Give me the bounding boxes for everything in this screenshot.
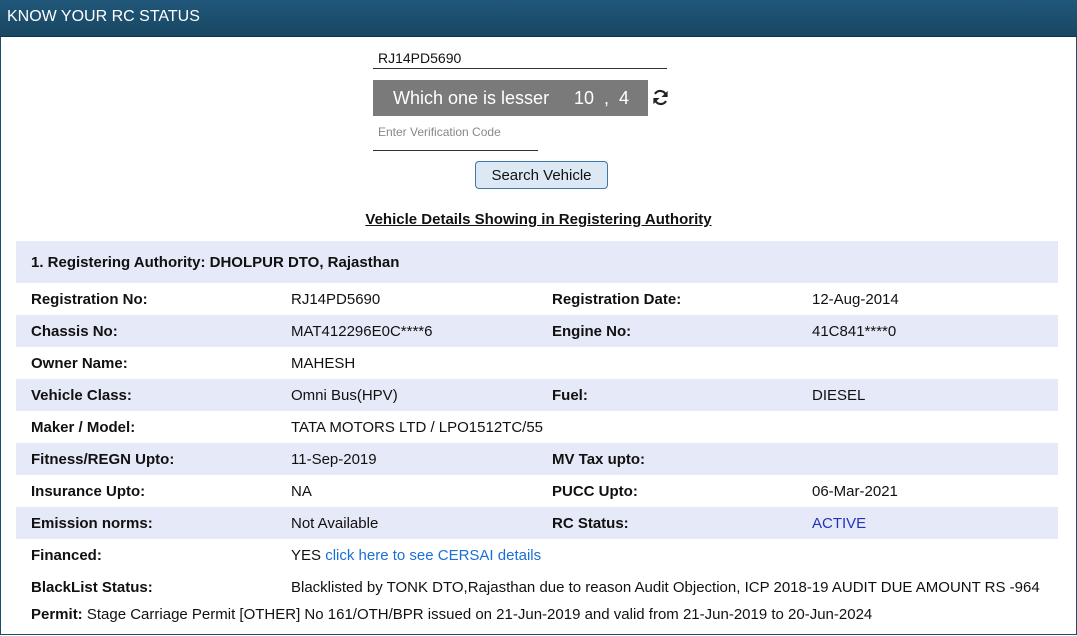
captcha-number-b: 4 [619,88,630,108]
field-label: Registration No: [31,291,148,308]
captcha-number-a: 10 [574,88,595,108]
field-label: PUCC Upto: [552,483,638,500]
blacklist-value: Blacklisted by TONK DTO,Rajasthan due to reason Audit Objection, ICP 2018-19 AUDIT DUE AMOUNT RS -964 [291,579,1040,596]
field-label: Emission norms: [31,515,153,532]
field-label: Maker / Model: [31,419,136,436]
field-value: MAHESH [291,355,356,372]
field-label: MV Tax upto: [552,451,646,468]
field-label: Fuel: [552,387,588,404]
permit-value: Stage Carriage Permit [OTHER] No 161/OTH/BPR issued on 21-Jun-2019 and valid from 21-Jun-2019 to 20-Jun-2024 [86,606,873,623]
field-label: Financed: [31,547,102,564]
field-label: Fitness/REGN Upto: [31,451,175,468]
field-label: Engine No: [552,323,632,340]
financed-row [16,539,1058,571]
field-value: 41C841****0 [812,323,897,340]
cersai-details-link[interactable]: click here to see CERSAI details [325,547,542,564]
detail-row [16,475,1058,507]
blacklist-row [16,571,1058,603]
registration-number-input[interactable] [373,44,667,69]
field-value: DIESEL [812,387,866,404]
field-value: TATA MOTORS LTD / LPO1512TC/55 [291,419,544,436]
field-value: 11-Sep-2019 [291,451,377,468]
detail-row [16,347,1058,379]
field-value: RJ14PD5690 [291,291,381,308]
detail-row [16,411,1058,443]
page-header [0,0,1077,37]
permit-label: Permit: [31,606,83,623]
registering-authority-label: 1. Registering Authority: DHOLPUR DTO, Rajasthan [31,254,400,271]
field-value: MAT412296E0C****6 [291,323,433,340]
financed-value-group [291,547,541,564]
field-value: Not Available [291,515,379,532]
captcha-box [373,80,648,116]
field-label: Vehicle Class: [31,387,132,404]
field-label: Registration Date: [552,291,682,308]
detail-row [16,379,1058,411]
field-value: Omni Bus(HPV) [291,387,398,404]
verification-code-input[interactable] [373,122,538,151]
financed-value: YES [291,547,322,564]
captcha-question: Which one is lesser [393,88,550,108]
field-value: NA [291,483,312,500]
detail-row [16,443,1058,475]
page-title: KNOW YOUR RC STATUS [7,8,200,25]
refresh-icon[interactable] [651,88,670,107]
rc-status-value: ACTIVE [812,515,867,532]
field-label: Chassis No: [31,323,118,340]
field-label: BlackList Status: [31,579,153,596]
section-title: Vehicle Details Showing in Registering Authority [365,211,712,228]
field-value: 12-Aug-2014 [812,291,899,308]
search-vehicle-button[interactable]: Search Vehicle [475,161,608,189]
detail-row [16,283,1058,315]
detail-row [16,315,1058,347]
field-label: Owner Name: [31,355,128,372]
field-label: Insurance Upto: [31,483,146,500]
field-label: RC Status: [552,515,629,532]
field-value: 06-Mar-2021 [812,483,898,500]
captcha-separator: , [604,88,610,108]
permit-row [31,606,872,623]
detail-row [16,507,1058,539]
registering-authority-row [16,241,1058,283]
